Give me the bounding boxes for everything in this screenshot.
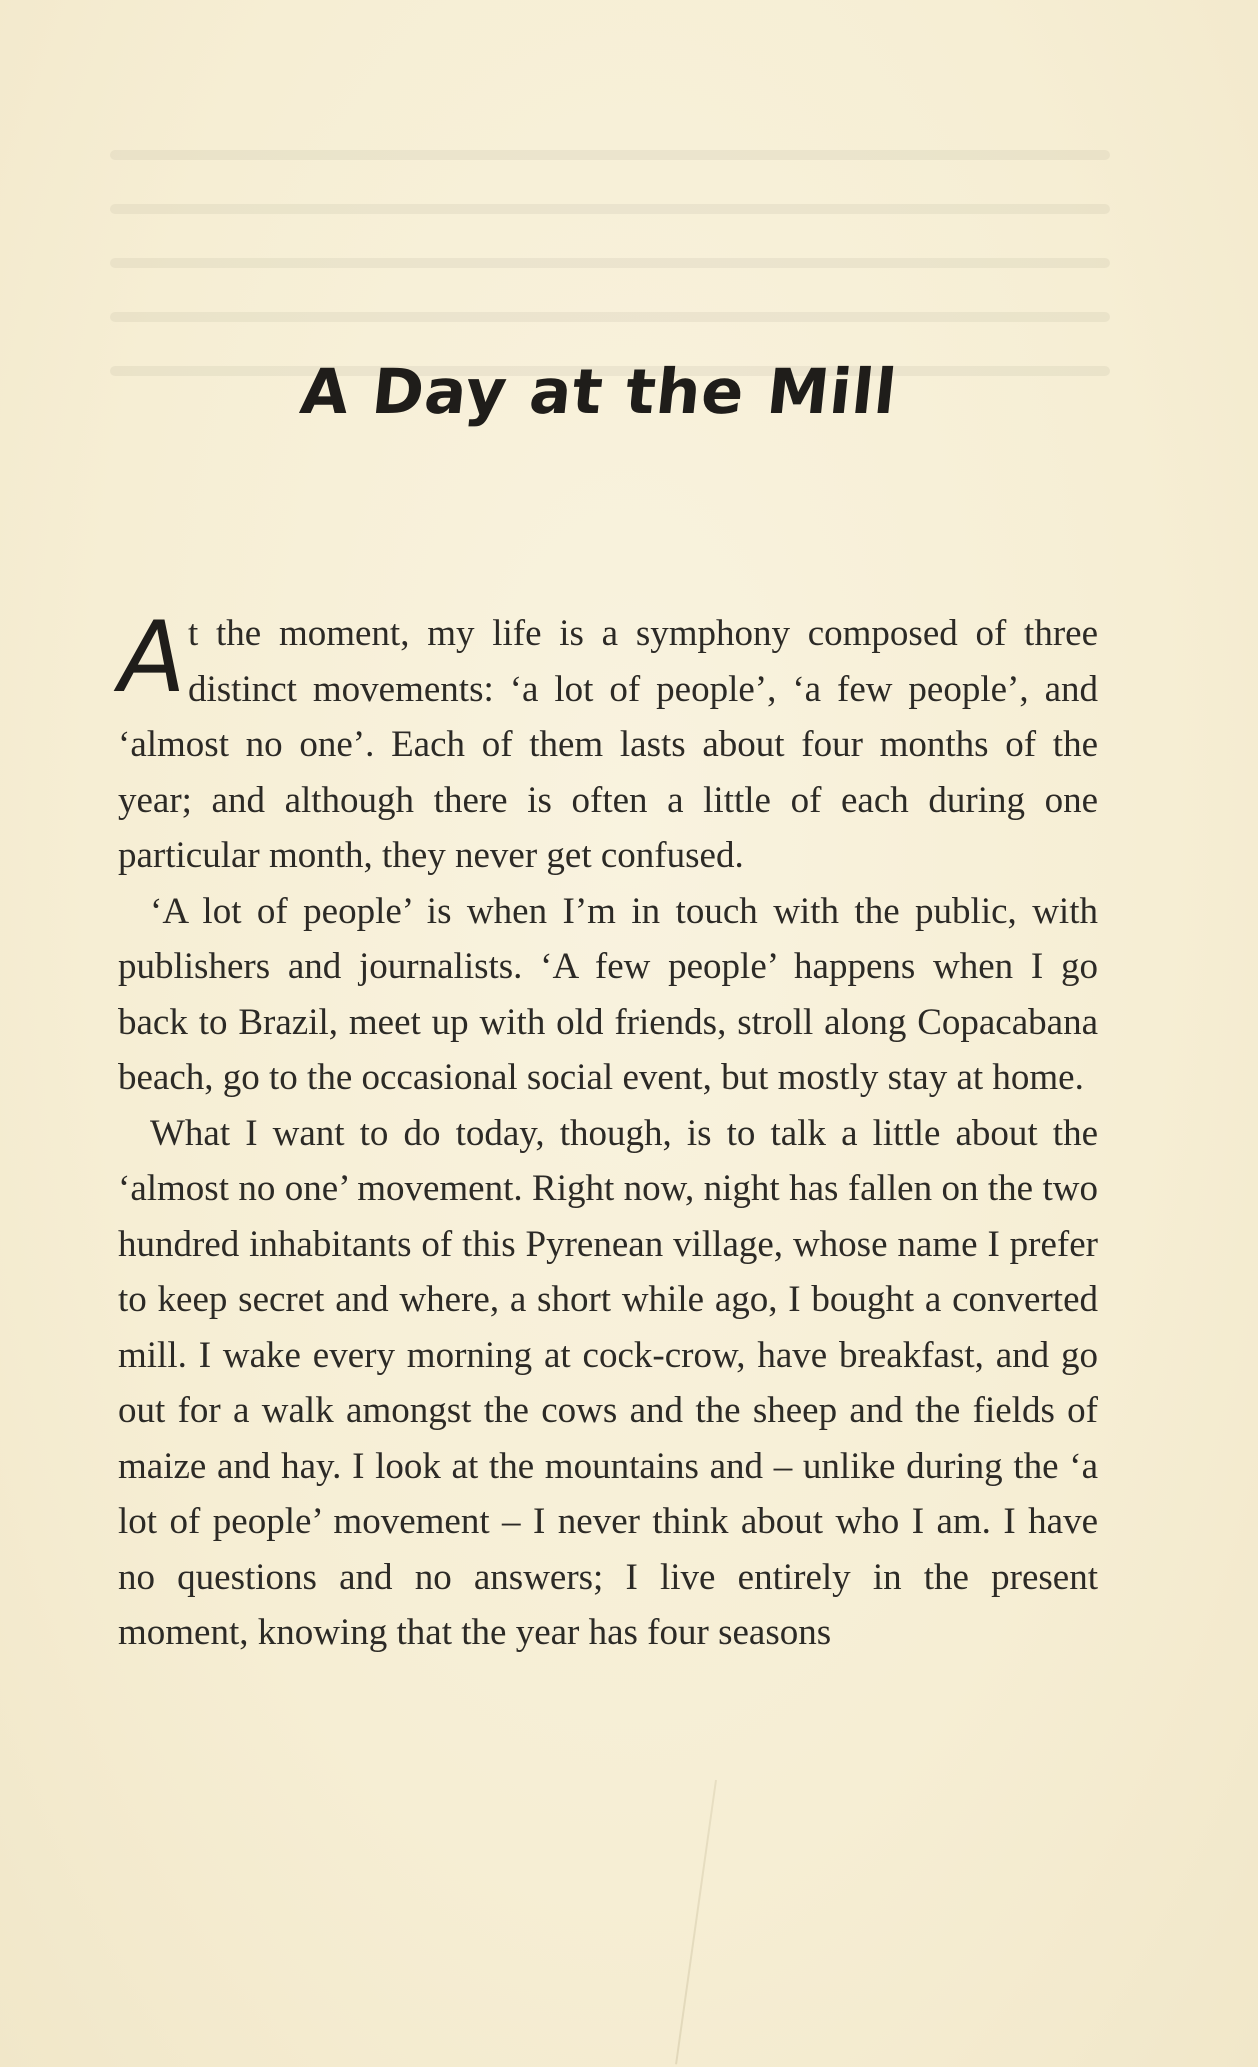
paragraph-3: What I want to do today, though, is to talk a little about the ‘almost no one’ movement. Right now, night has fallen on the two hundred inhabitants of this Pyrenean village, whose name I prefer to keep secret and where, a short while ago, I bought a converted mill. I wake every morning at cock-crow, have breakfast, and go out for a walk amongst the cows and the sheep and the fields of maize and hay. I look at the mountains and – unlike during the ‘a lot of people’ movement – I never think about who I am. I have no questions and no answers; I live entirely in the present moment, knowing that the year has four seasons <box>118 1112 1098 1653</box>
paragraph-2: ‘A lot of people’ is when I’m in touch with the public, with publishers and journalists. ‘A few people’ happens when I go back to Brazil, meet up with old friends, stroll along Copacabana beach, go to the occasional social event, but mostly stay at home. <box>118 890 1098 1098</box>
chapter-body <box>108 601 1098 1661</box>
drop-cap: A <box>108 601 196 715</box>
chapter-title: A Day at the Mill <box>297 355 901 428</box>
paragraph-1 <box>108 601 1098 884</box>
page-crease <box>675 1780 717 2064</box>
paragraph-1-text: t the moment, my life is a symphony composed of three distinct movements: ‘a lot of people’, ‘a few people’, and ‘almost no one’. Each of them lasts about four months of the year; and although there is often a little of each during one particular month, they never get confused. <box>118 613 1098 876</box>
